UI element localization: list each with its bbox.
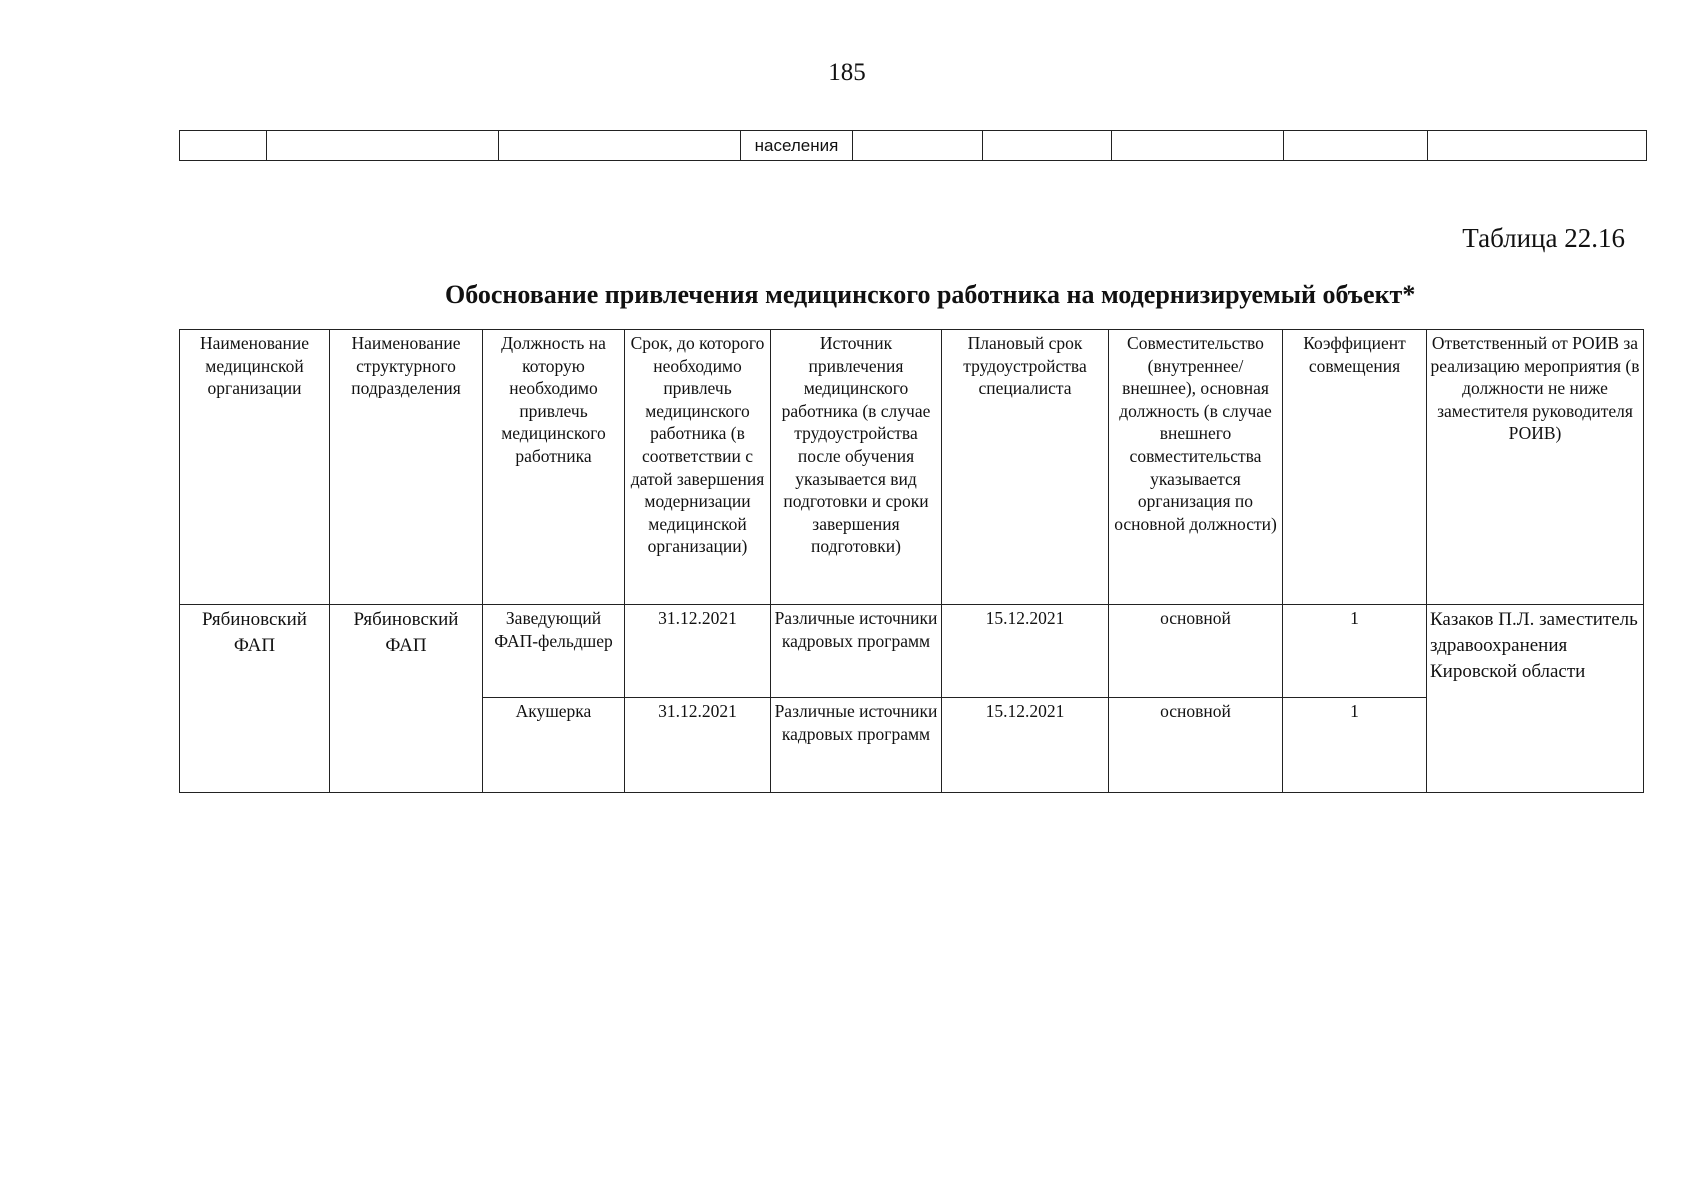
header-organization: Наименование медицинской организации — [180, 330, 330, 605]
source-cell: Различные источники кадровых программ — [771, 605, 942, 698]
continuation-cell — [267, 131, 499, 161]
continuation-cell: населения — [741, 131, 853, 161]
table-title: Обоснование привлечения медицинского работника на модернизируемый объект* — [445, 280, 1416, 309]
page-number: 185 — [828, 59, 866, 86]
table-number: Таблица 22.16 — [1462, 223, 1625, 253]
continuation-table — [179, 130, 1647, 161]
continuation-cell — [983, 131, 1112, 161]
position-cell: Акушерка — [483, 698, 625, 793]
continuation-cell — [1428, 131, 1647, 161]
header-deadline: Срок, до которого необходимо привлечь медицинского работника (в соответствии с датой завершения модернизации медицинской организации) — [625, 330, 771, 605]
coefficient-cell: 1 — [1283, 698, 1427, 793]
coefficient-cell: 1 — [1283, 605, 1427, 698]
continuation-cell — [499, 131, 741, 161]
header-row — [180, 330, 1644, 605]
deadline-cell: 31.12.2021 — [625, 605, 771, 698]
staffing-table — [179, 329, 1644, 793]
position-cell: Заведующий ФАП-фельдшер — [483, 605, 625, 698]
header-responsible: Ответственный от РОИВ за реализацию мероприятия (в должности не ниже заместителя руководителя РОИВ) — [1427, 330, 1644, 605]
continuation-cell — [1112, 131, 1284, 161]
header-combination: Совместительство (внутреннее/внешнее), основная должность (в случае внешнего совместительства указывается организация по основной должности) — [1109, 330, 1283, 605]
organization-cell: Рябиновский ФАП — [180, 605, 330, 793]
header-source: Источник привлечения медицинского работника (в случае трудоустройства после обучения указывается вид подготовки и сроки завершения подготовки) — [771, 330, 942, 605]
continuation-cell — [1284, 131, 1428, 161]
header-position: Должность на которую необходимо привлечь медицинского работника — [483, 330, 625, 605]
subdivision-cell: Рябиновский ФАП — [330, 605, 483, 793]
header-planned-date: Плановый срок трудоустройства специалиста — [942, 330, 1109, 605]
deadline-cell: 31.12.2021 — [625, 698, 771, 793]
continuation-row — [180, 131, 1647, 161]
header-subdivision: Наименование структурного подразделения — [330, 330, 483, 605]
responsible-cell: Казаков П.Л. заместитель здравоохранения Кировской области — [1427, 605, 1644, 793]
header-coefficient: Коэффициент совмещения — [1283, 330, 1427, 605]
combination-cell: основной — [1109, 698, 1283, 793]
table-row — [180, 605, 1644, 698]
source-cell: Различные источники кадровых программ — [771, 698, 942, 793]
continuation-cell — [180, 131, 267, 161]
planned-date-cell: 15.12.2021 — [942, 605, 1109, 698]
planned-date-cell: 15.12.2021 — [942, 698, 1109, 793]
combination-cell: основной — [1109, 605, 1283, 698]
continuation-cell — [853, 131, 983, 161]
